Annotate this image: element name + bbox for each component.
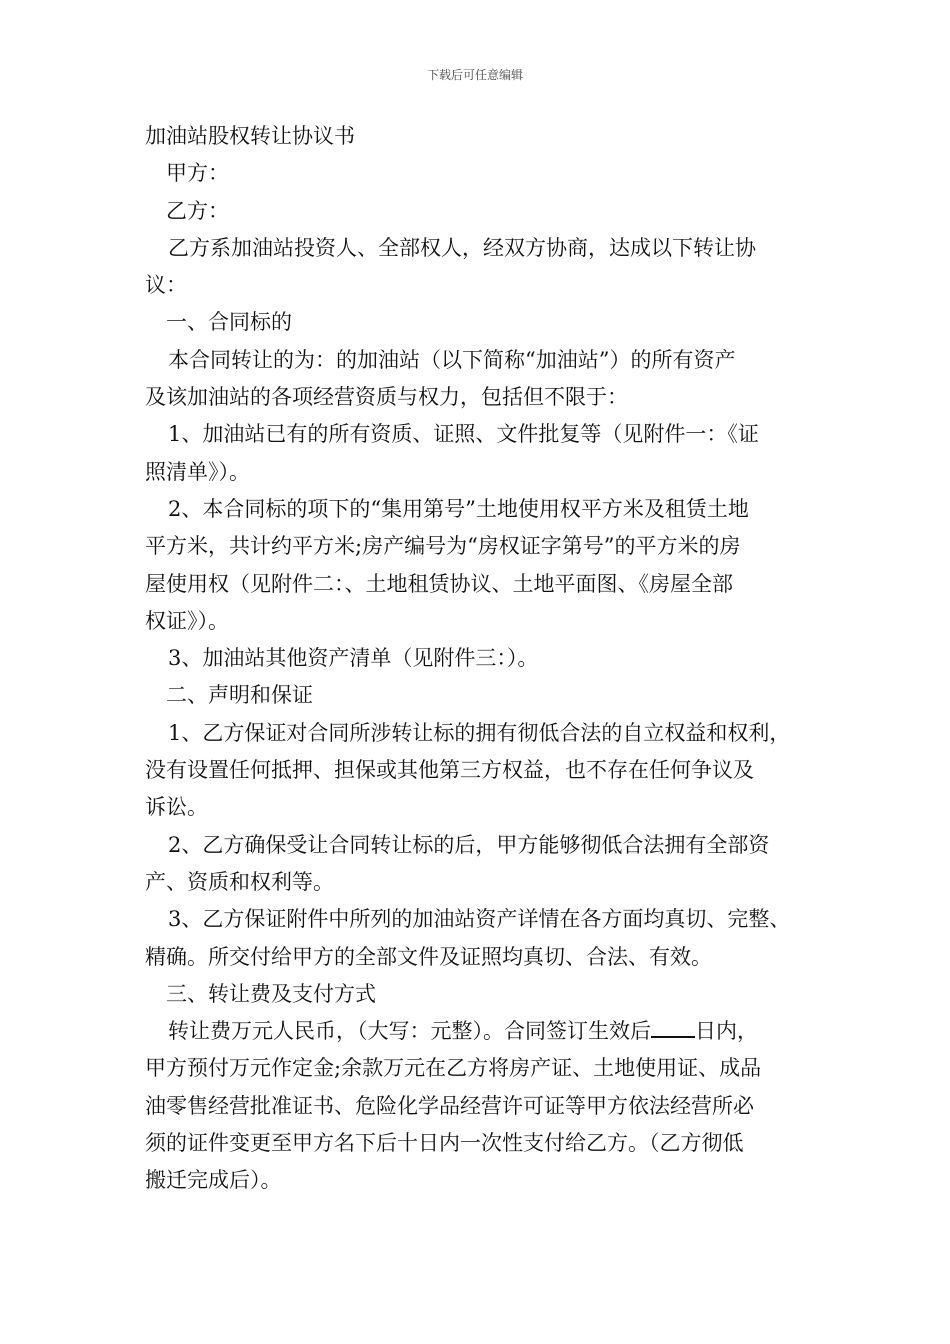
section-1-text: 本合同转让的为：的加油站（以下简称“加油站”）的所有资产 [168,347,736,372]
party-a-label: 甲方： [166,161,229,186]
section-3-text: 须的证件变更至甲方名下后十日内一次性支付给乙方。（乙方彻低 [145,1131,744,1156]
clause-2-1: 诉讼。 [145,795,208,820]
intro-line: 议： [145,273,187,298]
section-3-text: 甲方预付万元作定金;余款万元在乙方将房产证、土地使用证、成品 [145,1056,762,1081]
section-3-text: 油零售经营批准证书、危险化学品经营许可证等甲方依法经营所必 [145,1093,754,1118]
blank-underline [651,1017,695,1038]
section-3-text: 搬迁完成后）。 [145,1168,282,1193]
clause-1-2: 2、本合同标的项下的“集用第号”土地使用权平方米及租赁土地 [168,496,749,521]
clause-2-2: 2、乙方确保受让合同转让标的后，甲方能够彻低合法拥有全部资 [168,832,770,857]
clause-1-2: 平方米，共计约平方米;房产编号为“房权证字第号”的平方米的房 [145,534,741,559]
party-b-label: 乙方： [166,198,229,223]
section-3-text-part: 日内， [695,1019,758,1044]
section-3-heading: 三、转让费及支付方式 [166,981,376,1006]
document-body [145,118,825,1200]
clause-2-3: 3、乙方保证附件中所列的加油站资产详情在各方面均真切、完整、 [168,907,791,932]
clause-1-2: 权证》）。 [145,608,229,633]
clause-2-1: 1、乙方保证对合同所涉转让标的拥有彻低合法的自立权益和权利， [168,720,791,745]
clause-1-1: 照清单》）。 [145,459,250,484]
intro-line: 乙方系加油站投资人、全部权人，经双方协商，达成以下转让协 [168,235,756,260]
clause-2-1: 没有设置任何抵押、担保或其他第三方权益，也不存在任何争议及 [145,758,754,783]
clause-1-2: 屋使用权（见附件二：、土地租赁协议、土地平面图、《房屋全部 [145,571,733,596]
clause-2-2: 产、资质和权利等。 [145,869,334,894]
clause-1-1: 1、加油站已有的所有资质、证照、文件批复等（见附件一：《证 [168,422,759,447]
document-title: 加油站股权转让协议书 [145,124,355,148]
section-2-heading: 二、声明和保证 [166,683,313,708]
section-1-heading: 一、合同标的 [166,310,292,335]
clause-1-3: 3、加油站其他资产清单（见附件三：）。 [168,646,539,671]
section-3-text [145,1013,825,1050]
clause-2-3: 精确。所交付给甲方的全部文件及证照均真切、合法、有效。 [145,944,712,969]
section-3-text-part: 转让费万元人民币，（大写：元整）。合同签订生效后 [168,1019,651,1044]
section-1-text: 及该加油站的各项经营资质与权力，包括但不限于： [145,385,628,410]
header-note: 下载后可任意编辑 [426,68,523,82]
